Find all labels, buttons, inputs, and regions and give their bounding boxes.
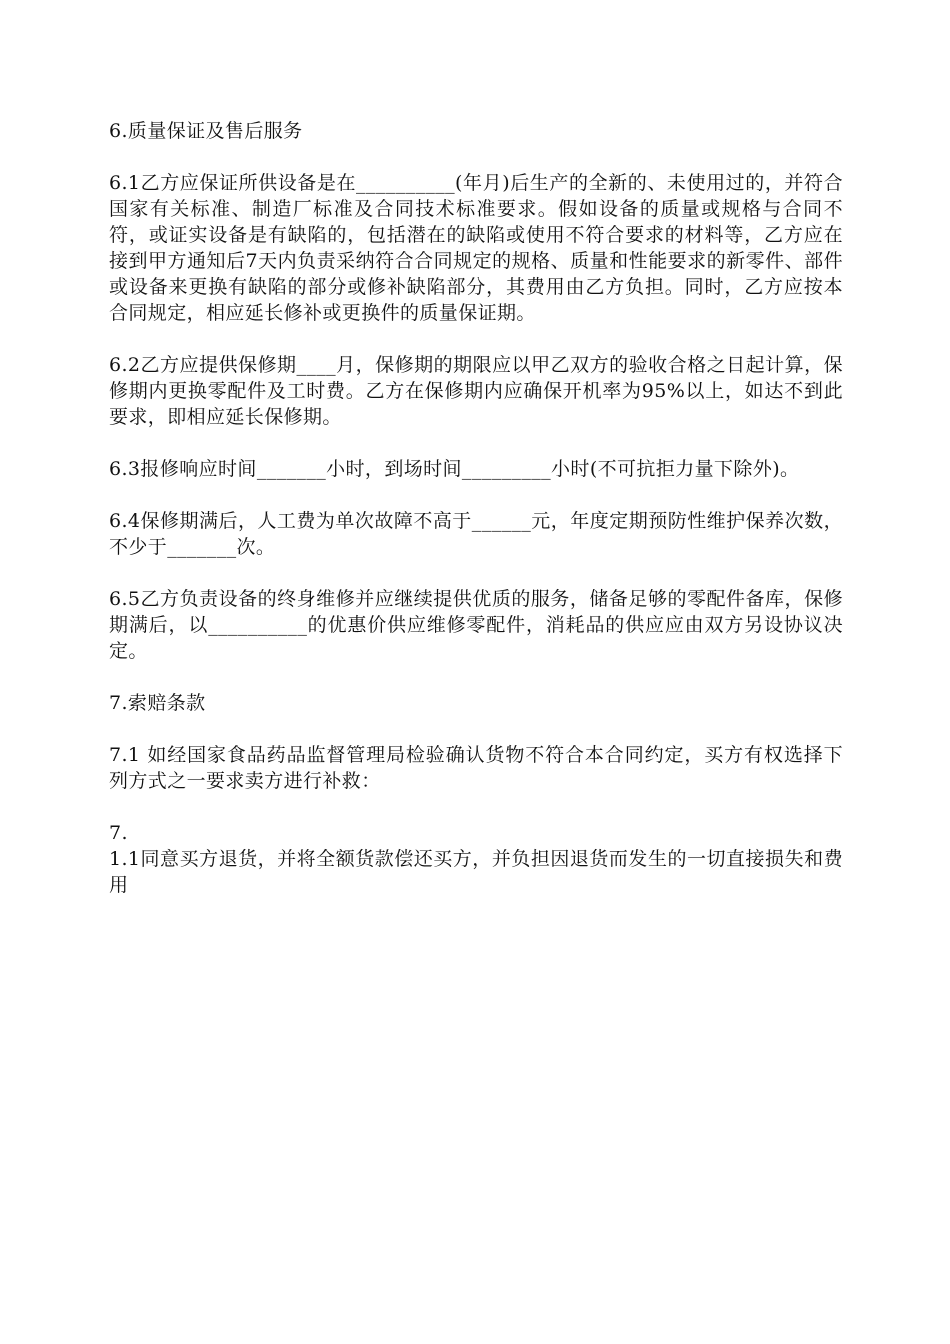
paragraph-gap: [109, 326, 843, 352]
paragraph-gap: [109, 144, 843, 170]
paragraph-gap: [109, 560, 843, 586]
clause-6-2: 6.2乙方应提供保修期____月，保修期的期限应以甲乙双方的验收合格之日起计算，保修期内更换零配件及工时费。乙方在保修期内应确保开机率为95%以上，如达不到此要求，即相应延长保修期。: [109, 354, 843, 428]
document-page: [109, 118, 843, 898]
paragraph-gap: [109, 430, 843, 456]
clause-6-1: 6.1乙方应保证所供设备是在__________(年月)后生产的全新的、未使用过的，并符合国家有关标准、制造厂标准及合同技术标准要求。假如设备的质量或规格与合同不符，或证实设备是有缺陷的，包括潜在的缺陷或使用不符合要求的材料等，乙方应在接到甲方通知后7天内负责采纳符合合同规定的规格、质量和性能要求的新零件、部件或设备来更换有缺陷的部分或修补缺陷部分，其费用由乙方负担。同时，乙方应按本合同规定，相应延长修补或更换件的质量保证期。: [109, 172, 843, 324]
clause-6-3: 6.3报修响应时间_______小时，到场时间_________小时(不可抗拒力量下除外)。: [109, 458, 800, 480]
paragraph-gap: [109, 664, 843, 690]
paragraph-gap: [109, 716, 843, 742]
section-heading-6: 6.质量保证及售后服务: [109, 120, 303, 142]
paragraph-gap: [109, 794, 843, 820]
clause-7-1-1: 7. 1.1同意买方退货，并将全额货款偿还买方，并负担因退货而发生的一切直接损失和费用: [109, 822, 843, 896]
clause-6-5: 6.5乙方负责设备的终身维修并应继续提供优质的服务，储备足够的零配件备库，保修期满后，以__________的优惠价供应维修零配件，消耗品的供应应由双方另设协议决定。: [109, 588, 843, 662]
section-heading-7: 7.索赔条款: [109, 692, 206, 714]
paragraph-gap: [109, 482, 843, 508]
clause-7-1: 7.1 如经国家食品药品监督管理局检验确认货物不符合本合同约定，买方有权选择下列方式之一要求卖方进行补救：: [109, 744, 843, 792]
clause-6-4: 6.4保修期满后，人工费为单次故障不高于______元，年度定期预防性维护保养次数，不少于_______次。: [109, 510, 843, 558]
